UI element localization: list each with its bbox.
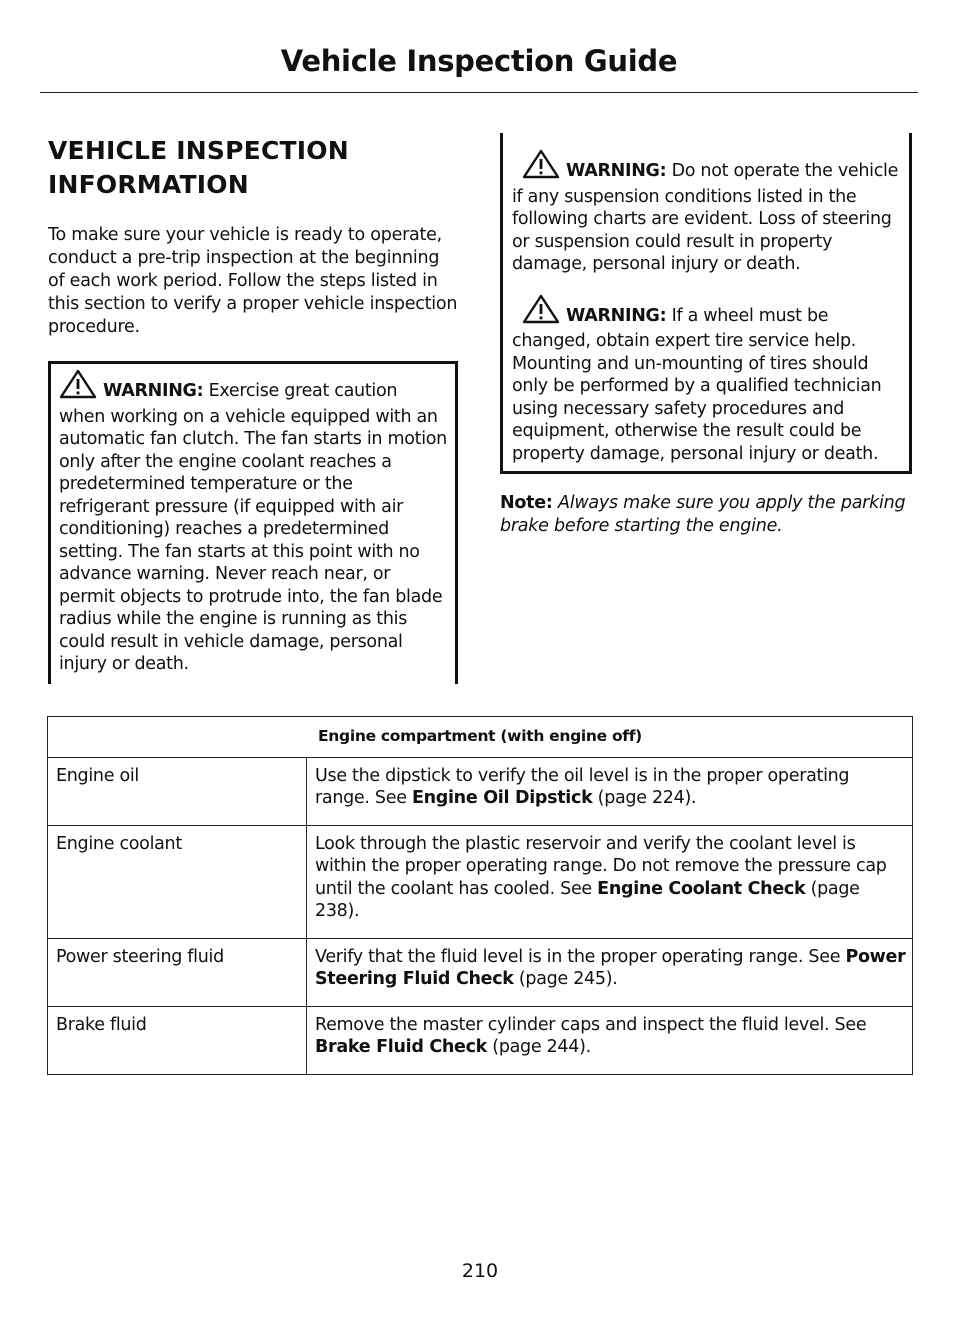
cross-reference-link[interactable]: Power Steering Fluid Check xyxy=(315,946,906,989)
row-description xyxy=(307,1006,913,1074)
table-row xyxy=(48,825,913,938)
table-row xyxy=(48,938,913,1006)
page-number: 210 xyxy=(461,1260,499,1282)
page-reference: (page 244). xyxy=(492,1037,591,1057)
right-column xyxy=(500,134,912,538)
table-header: Engine compartment (with engine off) xyxy=(48,717,913,758)
row-item: Engine coolant xyxy=(48,825,307,938)
suspension-warning xyxy=(512,149,909,276)
left-column xyxy=(48,134,458,684)
table-row xyxy=(48,1006,913,1074)
suspension-warning-text: Do not operate the vehicle if any suspension conditions listed in the following charts are evident. Loss of steering or suspension could result in property damage, personal injury or death. xyxy=(512,161,899,274)
page-reference: (page 238). xyxy=(315,878,860,921)
see-word: See xyxy=(374,788,407,808)
note xyxy=(500,492,912,538)
row-item: Brake fluid xyxy=(48,1006,307,1074)
row-description xyxy=(307,825,913,938)
row-desc-text: Use the dipstick to verify the oil level is in the proper operating range. xyxy=(315,765,850,808)
warning-triangle-icon xyxy=(522,149,560,186)
cross-reference-link[interactable]: Brake Fluid Check xyxy=(315,1037,488,1057)
page-header xyxy=(40,40,918,93)
see-word: See xyxy=(560,878,592,899)
page-title: Vehicle Inspection Guide xyxy=(280,44,678,78)
row-description xyxy=(307,757,913,825)
section-title-line2: INFORMATION xyxy=(48,170,249,199)
warning-triangle-icon xyxy=(59,369,97,406)
warning-triangle-icon xyxy=(522,294,560,331)
fan-warning-box xyxy=(48,361,458,684)
inspection-table xyxy=(47,716,913,1075)
row-desc-text: Verify that the fluid level is in the proper operating range. xyxy=(315,946,804,967)
wheel-warning-text: If a wheel must be changed, obtain expert tire service help. Mounting and un-mounting of tires should only be performed by a qualified technician using necessary safety procedures and equipment, otherwise the result could be property damage, personal injury or death. xyxy=(512,305,882,464)
cross-reference-link[interactable]: Engine Oil Dipstick xyxy=(411,788,593,808)
see-word: See xyxy=(834,1014,867,1035)
fan-warning xyxy=(51,369,447,676)
intro-paragraph: To make sure your vehicle is ready to operate, conduct a pre-trip inspection at the beginning of each work period. Follow the steps listed in this section to verify a proper vehicle inspection procedure. xyxy=(48,225,458,337)
note-label: Note: xyxy=(500,493,553,513)
right-warning-box xyxy=(500,133,912,474)
table-row xyxy=(48,757,913,825)
wheel-warning xyxy=(512,294,909,466)
page-reference: (page 245). xyxy=(518,969,618,989)
warning-label: WARNING: xyxy=(103,381,204,401)
row-item: Power steering fluid xyxy=(48,938,307,1006)
row-item: Engine oil xyxy=(48,757,307,825)
row-desc-text: Remove the master cylinder caps and inspect the fluid level. xyxy=(315,1014,830,1035)
fan-warning-text: Exercise great caution when working on a vehicle equipped with an automatic fan clutch. The fan starts in motion only after the engine coolant reaches a predetermined temperature or the refrigerant pressure (if equipped with air conditioning) reaches a predetermined setting. The fan starts at this point with no advance warning. Never reach near, or permit objects to protrude into, the fan blade radius while the engine is running as this could result in vehicle damage, personal injury or death. xyxy=(59,381,447,674)
warning-label: WARNING: xyxy=(566,161,667,181)
section-title-line1: VEHICLE INSPECTION xyxy=(48,136,349,165)
warning-label: WARNING: xyxy=(566,305,667,326)
note-text: Always make sure you apply the parking brake before starting the engine. xyxy=(500,493,906,536)
page-reference: (page 224). xyxy=(597,788,697,808)
cross-reference-link[interactable]: Engine Coolant Check xyxy=(597,878,806,899)
row-description xyxy=(307,938,913,1006)
see-word: See xyxy=(808,946,841,967)
row-desc-text: Look through the plastic reservoir and verify the coolant level is within the proper operating range. Do not remove the pressure cap until the coolant has cooled. xyxy=(315,833,887,899)
section-title xyxy=(48,134,458,202)
